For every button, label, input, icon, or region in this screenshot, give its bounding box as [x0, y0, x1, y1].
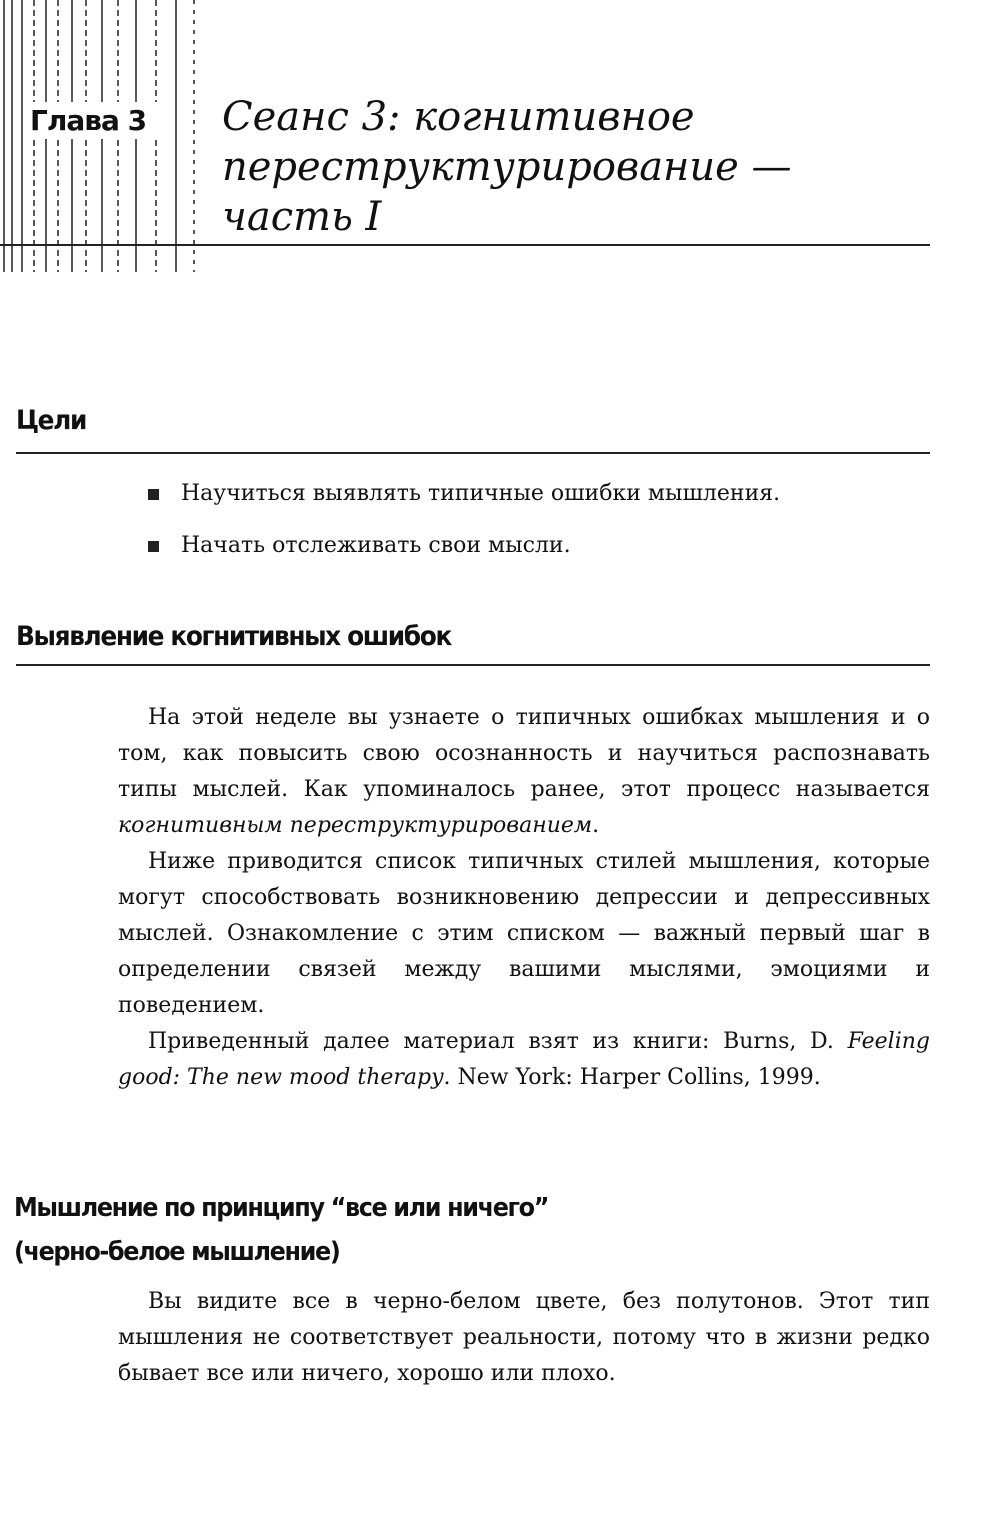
paragraph-text: . New York: Harper Collins, 1999.	[443, 1065, 821, 1090]
chapter-divider	[0, 244, 930, 246]
paragraph-text: Приведенный далее материал взят из книги: Burns, D.	[148, 1029, 848, 1054]
goals-list	[148, 480, 948, 584]
list-item	[148, 480, 948, 508]
cognitive-errors-divider	[16, 664, 930, 666]
all-or-nothing-heading	[14, 1186, 851, 1274]
paragraph-text: .	[592, 813, 600, 838]
square-bullet-icon	[148, 541, 159, 552]
chapter-title-line: Сеанс 3: когнитивное	[222, 94, 695, 140]
chapter-title	[222, 92, 922, 242]
cognitive-errors-body	[118, 700, 930, 1096]
square-bullet-icon	[148, 489, 159, 500]
list-item	[148, 532, 948, 560]
paragraph	[118, 1024, 930, 1096]
all-or-nothing-body	[118, 1284, 930, 1392]
book-title: Feeling good: The new mood therapy	[118, 1029, 930, 1090]
chapter-label: Глава 3	[24, 102, 170, 139]
paragraph: Вы видите все в черно-белом цвете, без полутонов. Этот тип мышления не соответствует реальности, потому что в жизни редко бывает все или ничего, хорошо или плохо.	[118, 1289, 930, 1386]
chapter-title-line: переструктурирование —	[222, 144, 792, 190]
paragraph	[118, 700, 930, 844]
goals-divider	[16, 452, 930, 454]
heading-line: Мышление по принципу “все или ничего”	[14, 1193, 549, 1223]
goal-text: Начать отслеживать свои мысли.	[181, 533, 571, 558]
paragraph: Ниже приводится список типичных стилей мышления, которые могут способствовать возникновению депрессии и депрессивных мыслей. Ознакомление с этим списком — важный первый шаг в определении связей между вашими мыслями, эмоциями и поведением.	[118, 849, 930, 1018]
chapter-title-line: часть I	[222, 194, 382, 240]
paragraph-emphasis: когнитивным переструктурированием	[118, 813, 593, 838]
cognitive-errors-heading: Выявление когнитивных ошибок	[16, 621, 451, 652]
goal-text: Научиться выявлять типичные ошибки мышления.	[181, 481, 781, 506]
goals-heading: Цели	[16, 405, 86, 436]
paragraph-text: На этой неделе вы узнаете о типичных ошибках мышления и о том, как повысить свою осознанность и научиться распознавать типы мыслей. Как упоминалось ранее, этот процесс называется	[118, 705, 930, 802]
heading-line: (черно-белое мышление)	[14, 1237, 340, 1267]
